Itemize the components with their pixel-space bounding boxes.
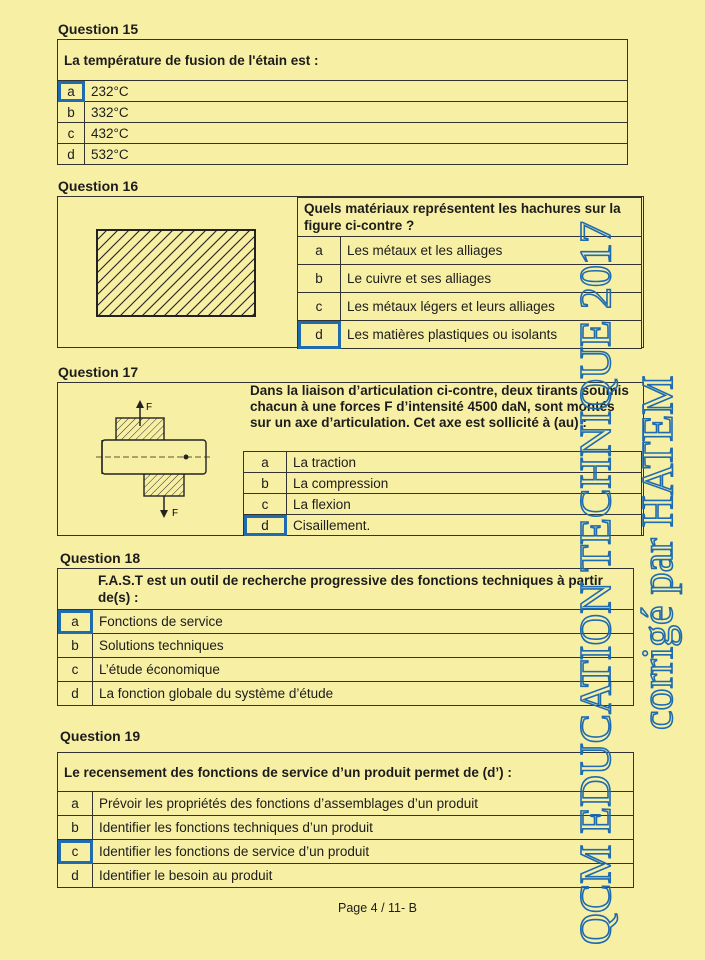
watermark-line-2: corrigé par HATEM bbox=[633, 375, 682, 730]
option-letter[interactable]: b bbox=[244, 473, 287, 494]
option-row[interactable] bbox=[58, 840, 634, 864]
option-letter[interactable]: c bbox=[298, 293, 341, 321]
option-text: 332°C bbox=[85, 102, 628, 123]
option-letter[interactable]: c bbox=[58, 658, 93, 682]
option-letter[interactable]: b bbox=[58, 102, 85, 123]
question-17-stem: Dans la liaison d’articulation ci-contre, deux tirants soumis chacun à une forces F d’intensité 4500 daN, sont montés sur un axe d’articulation. Cet axe est sollicité à (au) : bbox=[250, 383, 629, 430]
watermark-line-1: QCM EDUCATION TECHNIQUE 2017 bbox=[571, 221, 620, 945]
hatch-line bbox=[216, 229, 256, 317]
option-row[interactable] bbox=[58, 682, 634, 706]
option-row[interactable] bbox=[58, 864, 634, 888]
option-letter-selected[interactable]: a bbox=[58, 81, 85, 102]
option-text: Prévoir les propriétés des fonctions d’assemblages d’un produit bbox=[93, 792, 634, 816]
question-15-stem: La température de fusion de l'étain est : bbox=[58, 40, 628, 81]
hatched-section-figure bbox=[96, 229, 256, 317]
option-letter[interactable]: d bbox=[58, 682, 93, 706]
option-row[interactable] bbox=[58, 123, 628, 144]
option-row[interactable] bbox=[58, 634, 634, 658]
question-19-stem: Le recensement des fonctions de service d’un produit permet de (d’) : bbox=[58, 753, 634, 792]
option-row[interactable] bbox=[58, 81, 628, 102]
option-letter[interactable]: b bbox=[58, 816, 93, 840]
question-16-stem: Quels matériaux représentent les hachures sur la figure ci-contre ? bbox=[298, 198, 642, 237]
force-label-top: F bbox=[146, 402, 153, 413]
option-row[interactable] bbox=[58, 102, 628, 123]
option-text: Fonctions de service bbox=[93, 610, 634, 634]
hatch-line bbox=[96, 229, 185, 317]
option-text: L’étude économique bbox=[93, 658, 634, 682]
option-letter[interactable]: d bbox=[58, 864, 93, 888]
question-18-title: Question 18 bbox=[60, 550, 141, 566]
option-text: Cisaillement. bbox=[287, 515, 642, 536]
option-row[interactable] bbox=[58, 610, 634, 634]
option-text: Identifier le besoin au produit bbox=[93, 864, 634, 888]
option-text: Les métaux légers et leurs alliages bbox=[341, 293, 642, 321]
hatch-line bbox=[96, 229, 130, 317]
question-18-table bbox=[57, 568, 634, 706]
option-text: Solutions techniques bbox=[93, 634, 634, 658]
option-row[interactable] bbox=[58, 816, 634, 840]
option-letter[interactable]: c bbox=[58, 123, 85, 144]
option-letter[interactable]: a bbox=[58, 792, 93, 816]
option-letter[interactable]: a bbox=[244, 452, 287, 473]
option-row[interactable] bbox=[58, 144, 628, 165]
option-letter[interactable]: a bbox=[298, 237, 341, 265]
force-label-bottom: F bbox=[172, 508, 179, 518]
option-text: Le cuivre et ses alliages bbox=[341, 265, 642, 293]
question-16-title: Question 16 bbox=[58, 178, 139, 194]
option-text: La compression bbox=[287, 473, 642, 494]
question-17-title: Question 17 bbox=[58, 364, 139, 380]
option-text: La traction bbox=[287, 452, 642, 473]
question-19-table bbox=[57, 752, 634, 888]
option-letter[interactable]: c bbox=[244, 494, 287, 515]
option-letter-selected[interactable]: d bbox=[298, 321, 341, 349]
option-letter[interactable]: b bbox=[298, 265, 341, 293]
option-text: 432°C bbox=[85, 123, 628, 144]
option-text: Identifier les fonctions techniques d’un produit bbox=[93, 816, 634, 840]
option-text: Les matières plastiques ou isolants bbox=[341, 321, 642, 349]
option-letter-selected[interactable]: c bbox=[58, 840, 93, 864]
option-row[interactable] bbox=[58, 658, 634, 682]
question-15-table bbox=[57, 39, 628, 165]
articulation-figure bbox=[92, 398, 214, 518]
page-number: Page 4 / 11- B bbox=[338, 901, 417, 915]
option-text: Les métaux et les alliages bbox=[341, 237, 642, 265]
option-text: Identifier les fonctions de service d’un produit bbox=[93, 840, 634, 864]
option-letter-selected[interactable]: d bbox=[244, 515, 287, 536]
question-15-title: Question 15 bbox=[58, 21, 139, 37]
question-18-stem: F.A.S.T est un outil de recherche progressive des fonctions techniques à partir de(s) : bbox=[58, 569, 634, 610]
option-text: 232°C bbox=[85, 81, 628, 102]
hatch-line bbox=[194, 229, 256, 317]
option-text: La flexion bbox=[287, 494, 642, 515]
option-letter-selected[interactable]: a bbox=[58, 610, 93, 634]
option-letter[interactable]: b bbox=[58, 634, 93, 658]
option-row[interactable] bbox=[58, 792, 634, 816]
option-text: 532°C bbox=[85, 144, 628, 165]
option-letter[interactable]: d bbox=[58, 144, 85, 165]
option-text: La fonction globale du système d’étude bbox=[93, 682, 634, 706]
question-19-title: Question 19 bbox=[60, 728, 141, 744]
